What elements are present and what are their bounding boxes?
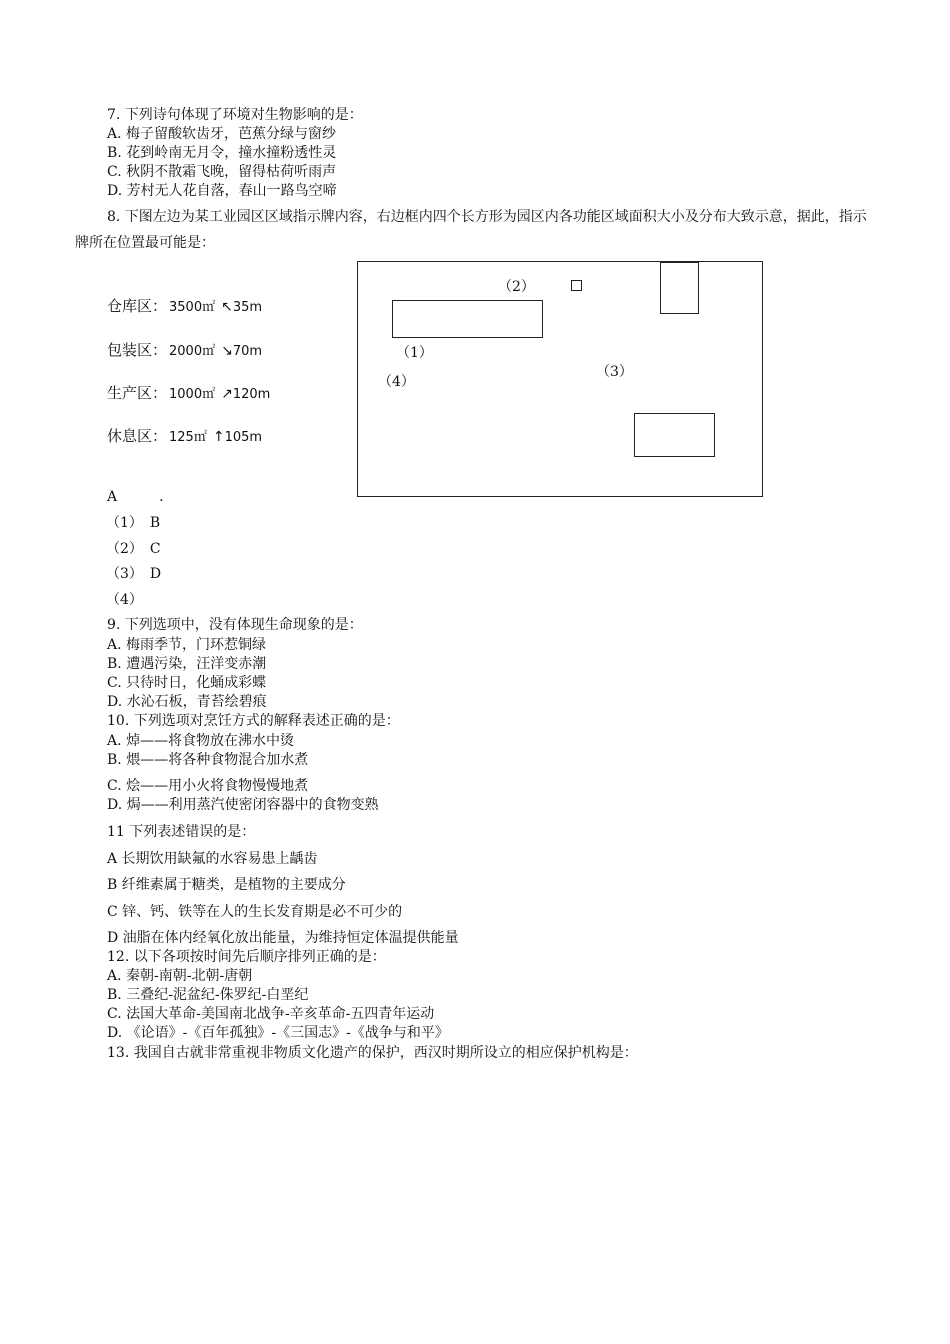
- sign-zone-area: 2000㎡: [169, 344, 216, 359]
- question-10-stem: 10. 下列选项对烹饪方式的解释表述正确的是：: [107, 713, 400, 729]
- zone-rect-2: [571, 280, 582, 291]
- sign-zone-area: 3500㎡: [169, 300, 216, 315]
- question-7-option-a: A. 梅子留酸软齿牙，芭蕉分绿与窗纱: [107, 126, 337, 142]
- question-9-option-c: C. 只待时日，化蛹成彩蝶: [107, 675, 267, 691]
- question-11-option-c: C 锌、钙、铁等在人的生长发育期是必不可少的: [107, 904, 403, 920]
- question-9-option-d: D. 水沁石板，青苔绘碧痕: [107, 694, 267, 710]
- sign-zone-name: 生产区：: [107, 384, 168, 402]
- direction-arrow-icon: ↖: [221, 299, 233, 315]
- zone-rect-top-right: [660, 262, 699, 314]
- map-label-2: （2）: [498, 279, 535, 295]
- question-10-option-d: D. 焗——利用蒸汽使密闭容器中的食物变熟: [107, 797, 379, 813]
- map-label-1: （1）: [396, 345, 433, 361]
- park-layout-diagram: [357, 261, 763, 497]
- question-12-option-a: A. 秦朝-南朝-北朝-唐朝: [107, 968, 253, 984]
- map-label-3: （3）: [596, 364, 633, 380]
- question-13-stem: 13. 我国自古就非常重视非物质文化遗产的保护，西汉时期所设立的相应保护机构是：: [107, 1045, 638, 1061]
- question-8-answer-line: （4）: [106, 592, 143, 608]
- question-11-option-a: A 长期饮用缺氟的水容易患上龋齿: [107, 851, 318, 867]
- question-7-option-b: B. 花到岭南无月令，撞水撞粉透性灵: [107, 145, 337, 161]
- sign-zone-distance: 35m: [232, 300, 263, 315]
- question-9-stem: 9. 下列选项中，没有体现生命现象的是：: [107, 617, 363, 633]
- direction-arrow-icon: ↗: [221, 386, 233, 402]
- question-10-option-a: A. 焯——将食物放在沸水中烫: [107, 733, 295, 749]
- question-7-stem: 7. 下列诗句体现了环境对生物影响的是：: [107, 107, 363, 123]
- zone-rect-bottom-right: [634, 413, 715, 457]
- question-11-stem: 11 下列表述错误的是：: [107, 824, 256, 840]
- question-7-option-d: D. 芳村无人花自落，春山一路鸟空啼: [107, 183, 337, 199]
- question-7-option-c: C. 秋阴不散霜飞晚，留得枯荷听雨声: [107, 164, 337, 180]
- question-12-option-b: B. 三叠纪-泥盆纪-侏罗纪-白垩纪: [107, 987, 309, 1003]
- question-8-answer-line: （2） C: [106, 541, 161, 557]
- question-8-answer-line: （1） B: [106, 515, 161, 531]
- sign-zone-area: 1000㎡: [169, 387, 216, 402]
- sign-zone-distance: 105m: [224, 430, 263, 445]
- sign-row-rest: [107, 425, 262, 446]
- question-8-answer-line: （3） D: [106, 566, 162, 582]
- question-11-option-d: D 油脂在体内经氧化放出能量，为维持恒定体温提供能量: [107, 930, 459, 946]
- sign-zone-name: 休息区：: [107, 427, 168, 445]
- question-12-stem: 12. 以下各项按时间先后顺序排列正确的是：: [107, 949, 386, 965]
- sign-row-packaging: [107, 339, 262, 360]
- question-10-option-b: B. 煨——将各种食物混合加水煮: [107, 752, 309, 768]
- sign-zone-distance: 70m: [232, 344, 263, 359]
- question-8-answer-line: A .: [107, 489, 164, 505]
- sign-zone-name: 包装区：: [107, 341, 168, 359]
- sign-zone-distance: 120m: [232, 387, 271, 402]
- question-12-option-d: D. 《论语》-《百年孤独》-《三国志》-《战争与和平》: [107, 1025, 449, 1041]
- question-11-option-b: B 纤维素属于糖类，是植物的主要成分: [107, 877, 346, 893]
- sign-zone-name: 仓库区：: [107, 297, 168, 315]
- sign-zone-area: 125㎡: [169, 430, 207, 445]
- direction-arrow-icon: ↘: [221, 343, 233, 359]
- question-9-option-b: B. 遭遇污染，汪洋变赤潮: [107, 656, 267, 672]
- direction-arrow-icon: ↑: [212, 429, 225, 445]
- question-10-option-c: C. 烩——用小火将食物慢慢地煮: [107, 778, 309, 794]
- question-8-stem: 8. 下图左边为某工业园区区域指示牌内容，右边框内四个长方形为园区内各功能区域面积大小及分布大致示意，据此，指示牌所在位置最可能是：: [75, 209, 867, 251]
- zone-rect-1: [392, 300, 543, 338]
- sign-row-warehouse: [107, 295, 262, 316]
- question-12-option-c: C. 法国大革命-美国南北战争-辛亥革命-五四青年运动: [107, 1006, 435, 1022]
- sign-row-production: [107, 382, 270, 403]
- map-label-4: （4）: [378, 374, 415, 390]
- question-9-option-a: A. 梅雨季节，门环惹铜绿: [107, 637, 267, 653]
